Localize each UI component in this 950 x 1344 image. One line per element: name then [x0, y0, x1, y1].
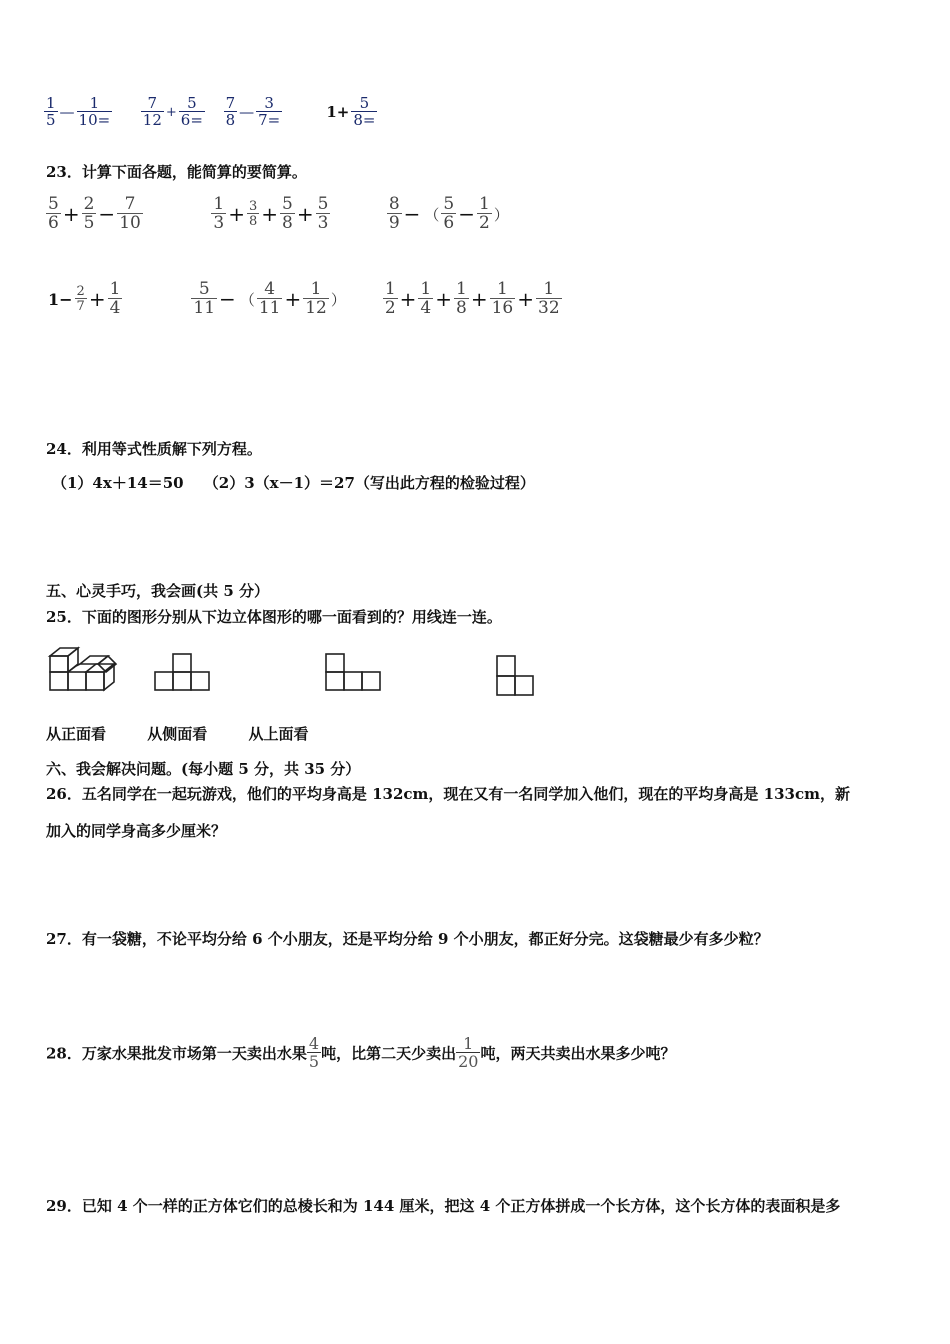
q23-expr-2c: $\frac{1}{2}$ + $\frac{1}{4}$ + $\frac{1}{8}$ + $\frac{1}{16}$ + $\frac{1}{32}$	[384, 279, 560, 318]
label-front-view: 从正面看	[46, 725, 107, 743]
section-5-heading: 五、心灵手巧，我会画(共 5 分）	[46, 582, 269, 600]
q28-text: 28．万家水果批发市场第一天卖出水果 $\frac{4}{5}$ 吨，比第二天少卖出 $\frac{1}{20}$ 吨，两天共卖出水果多少吨？	[46, 1034, 676, 1071]
q23-expr-1c: $\frac{8}{9}$ − （ $\frac{5}{6}$ − $\frac{1}{2}$ ）	[388, 194, 509, 233]
q23-row-2	[46, 281, 562, 317]
q29-text: 29．已知 4 个一样的正方体它们的总棱长和为 144 厘米，把这 4 个正方体拼成一个长方体，这个长方体的表面积是多	[46, 1197, 841, 1215]
q25-labels	[46, 723, 308, 744]
q27-text: 27．有一袋糖，不论平均分给 6 个小朋友，还是平均分给 9 个小朋友，都正好分完。这袋糖最少有多少粒？	[46, 930, 769, 948]
q26-line-2: 加入的同学身高多少厘米？	[46, 822, 227, 840]
q22-expr-4: 1+ $\frac{5}{8=}$	[326, 94, 376, 129]
view-shape-2	[325, 652, 383, 692]
q24-equations: （1）4x＋14＝50 （2）3（x－1）＝27（写出此方程的检验过程）	[52, 474, 535, 492]
solid-cube-figure	[46, 642, 120, 694]
view-shape-3	[495, 652, 537, 698]
q23-title: 23．计算下面各题，能简算的要简算。	[46, 163, 307, 181]
label-top-view: 从上面看	[248, 725, 309, 743]
view-shape-1	[154, 652, 212, 692]
q22-expr-3: $\frac{7}{8}$ — $\frac{3}{7=}$	[225, 94, 281, 129]
q22-expr-2: $\frac{7}{12}$ + $\frac{5}{6=}$	[142, 94, 203, 129]
q26-line-1: 26．五名同学在一起玩游戏，他们的平均身高是 132cm，现在又有一名同学加入他们，现在的平均身高是 133cm，新	[46, 785, 850, 803]
q23-row-1	[46, 196, 511, 232]
q23-expr-1b: $\frac{1}{3}$ + $\frac{3}{8}$ + $\frac{5}{8}$ + $\frac{5}{3}$	[213, 194, 329, 233]
q22-expr-1: $\frac{1}{5}$ — $\frac{1}{10=}$	[46, 94, 111, 129]
q24-title: 24．利用等式性质解下列方程。	[46, 440, 262, 458]
q23-expr-2b: $\frac{5}{11}$ − （ $\frac{4}{11}$ + $\frac{1}{12}$ ）	[193, 279, 346, 318]
label-side-view: 从侧面看	[147, 725, 208, 743]
q23-expr-2a: 1− $\frac{2}{7}$ + $\frac{1}{4}$	[48, 279, 121, 318]
q22-row	[44, 96, 377, 128]
q23-expr-1a: $\frac{5}{6}$ + $\frac{2}{5}$ − $\frac{7}{10}$	[48, 194, 141, 233]
section-6-heading: 六、我会解决问题。(每小题 5 分，共 35 分）	[46, 760, 361, 778]
q25-title: 25．下面的图形分别从下边立体图形的哪一面看到的？用线连一连。	[46, 608, 502, 626]
